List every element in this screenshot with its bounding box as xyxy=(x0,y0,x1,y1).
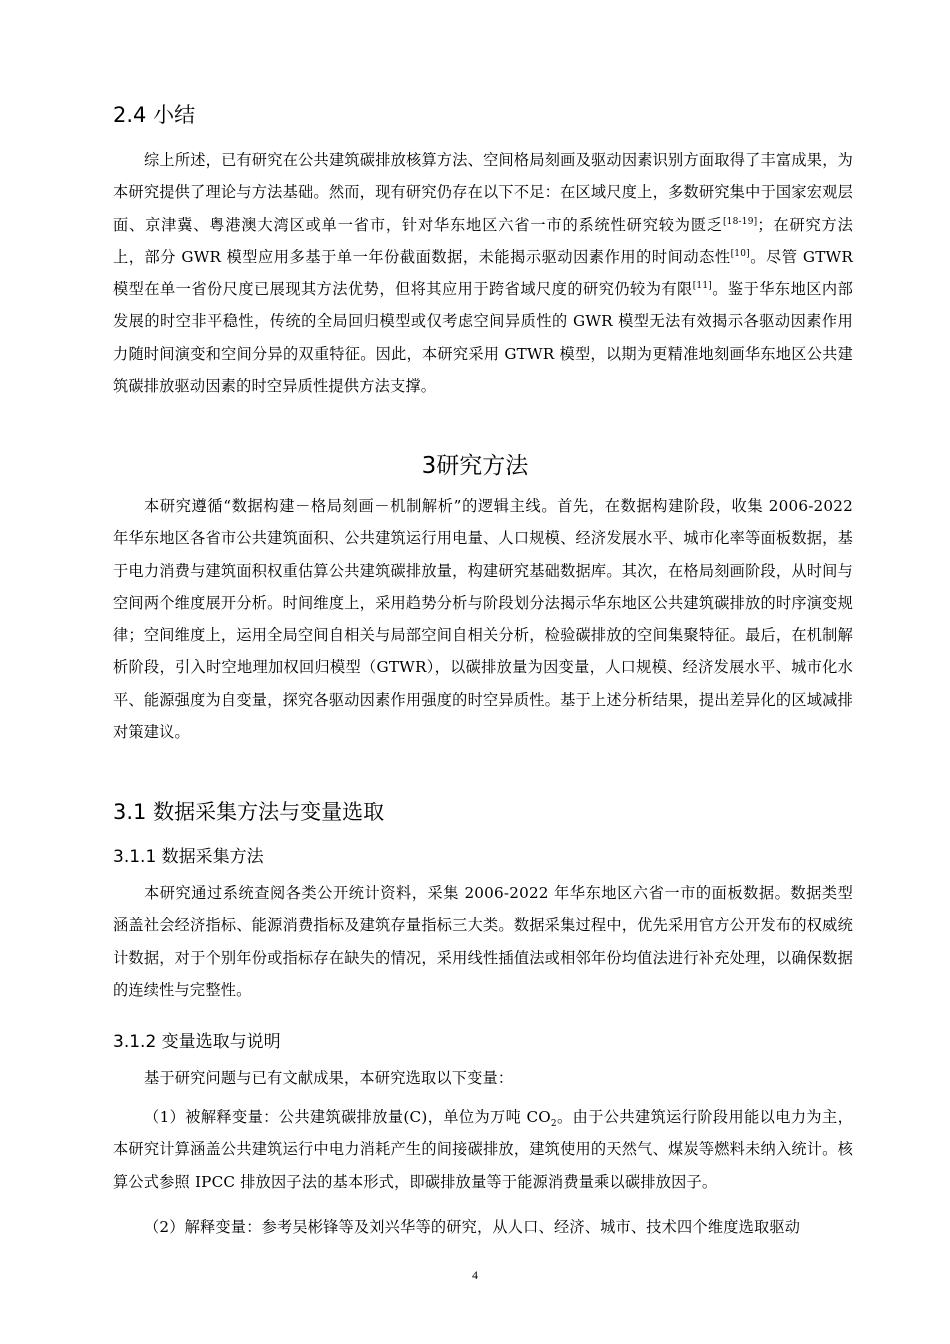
paragraph-research-method: 本研究遵循“数据构建－格局刻画－机制解析”的逻辑主线。首先，在数据构建阶段，收集 2006-2022 年华东地区各省市公共建筑面积、公共建筑运行用电量、人口规模、经济发展水平、城市化率等面板数据，基于电力消费与建筑面积权重估算公共建筑碳排放量，构建研究基础数据库。其次，在格局刻画阶段，从时间与空间两个维度展开分析。时间维度上，采用趋势分析与阶段划分法揭示华东地区公共建筑碳排放的时序演变规律；空间维度上，运用全局空间自相关与局部空间自相关分析，检验碳排放的空间集聚特征。最后，在机制解析阶段，引入时空地理加权回归模型（GTWR），以碳排放量为因变量，人口规模、经济发展水平、城市化水平、能源强度为自变量，探究各驱动因素作用强度的时空异质性。基于上述分析结果，提出差异化的区域减排对策建议。 xyxy=(113,497,853,742)
summary-text-b: ；在研究方法上，部分 GWR 模型应用多基于单一年份截面数据，未能揭示驱动因素作用的时间动态性 xyxy=(113,215,853,266)
summary-text-c: 。尽管 GTWR 模型在单一省份尺度已展现其方法优势，但将其应用于跨省域尺度的研究仍较为有限 xyxy=(113,247,853,299)
dependent-variable-text-a: （1）被解释变量：公共建筑碳排放量(C)，单位为万吨 CO xyxy=(144,1108,551,1126)
section-heading-3-1-1: 3.1.1 数据采集方法 xyxy=(113,847,264,867)
chapter-heading-3: 3研究方法 xyxy=(421,453,529,479)
page-number: 4 xyxy=(472,1268,478,1282)
paragraph-summary xyxy=(113,144,853,402)
citation-11: [11] xyxy=(692,281,712,292)
paragraph-explanatory-variable: （2）解释变量：参考吴彬锋等及刘兴华等的研究，从人口、经济、城市、技术四个维度选取驱动 xyxy=(144,1218,801,1236)
section-heading-3-1: 3.1 数据采集方法与变量选取 xyxy=(113,800,385,824)
section-heading-2-4: 2.4 小结 xyxy=(113,103,196,127)
paragraph-data-collection: 本研究通过系统查阅各类公开统计资料，采集 2006-2022 年华东地区六省一市的面板数据。数据类型涵盖社会经济指标、能源消费指标及建筑存量指标三大类。数据采集过程中，优先采用官方公开发布的权威统计数据，对于个别年份或指标存在缺失的情况，采用线性插值法或相邻年份均值法进行补充处理，以确保数据的连续性与完整性。 xyxy=(113,884,853,999)
summary-text-d: 。鉴于华东地区内部发展的时空非平稳性，传统的全局回归模型或仅考虑空间异质性的 GWR 模型无法有效揭示各驱动因素作用力随时间演变和空间分异的双重特征。因此，本研究采用 GTWR 模型，以期为更精准地刻画华东地区公共建筑碳排放驱动因素的时空异质性提供方法支撑。 xyxy=(113,280,853,396)
paragraph-dependent-variable xyxy=(113,1101,853,1198)
co2-subscript: 2 xyxy=(550,1119,557,1130)
dependent-variable-text-b: 。由于公共建筑运行阶段用能以电力为主，本研究计算涵盖公共建筑运行中电力消耗产生的间接碳排放，建筑使用的天然气、煤炭等燃料未纳入统计。核算公式参照 IPCC 排放因子法的基本形式，即碳排放量等于能源消费量乘以碳排放因子。 xyxy=(113,1108,853,1191)
summary-text-a: 综上所述，已有研究在公共建筑碳排放核算方法、空间格局刻画及驱动因素识别方面取得了丰富成果，为本研究提供了理论与方法基础。然而，现有研究仍存在以下不足：在区域尺度上，多数研究集中于国家宏观层面、京津冀、粤港澳大湾区或单一省市，针对华东地区六省一市的系统性研究较为匮乏 xyxy=(113,151,853,234)
citation-10: [10] xyxy=(730,248,750,259)
citation-18-19: [18-19] xyxy=(722,216,758,227)
paragraph-variable-intro: 基于研究问题与已有文献成果，本研究选取以下变量： xyxy=(144,1069,514,1087)
section-heading-3-1-2: 3.1.2 变量选取与说明 xyxy=(113,1032,281,1052)
